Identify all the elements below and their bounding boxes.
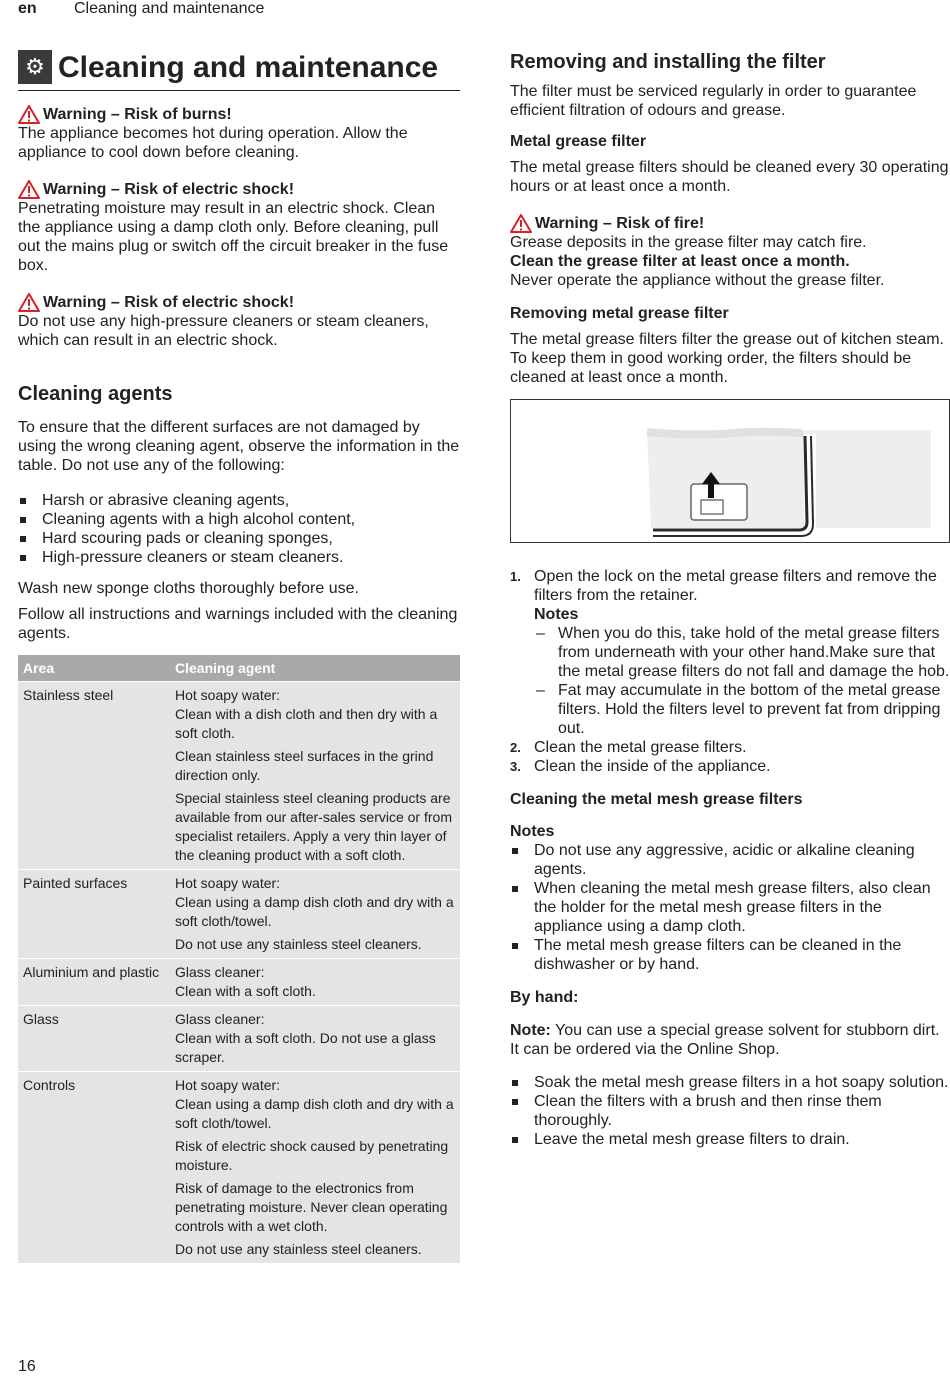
table-row [18,870,460,959]
warning-fire [510,214,950,290]
warning-text-bold: Clean the grease filter at least once a month. [510,253,850,270]
warning-triangle-icon [18,105,40,124]
cleaning-agent-cell [170,1006,460,1072]
list-item: Hard scouring pads or cleaning sponges, [18,529,460,548]
avoid-list [18,491,460,567]
cleaning-instruction: Hot soapy water: Clean using a damp dish cloth and dry with a soft cloth/towel. [175,1077,454,1131]
cleaning-gears-icon: ⚙ [18,50,52,84]
warning-electric-shock-steam [18,293,460,350]
table-row [18,1006,460,1072]
running-section-title: Cleaning and maintenance [74,0,265,17]
warning-title: Warning – Risk of fire! [535,215,705,232]
list-item: Do not use any aggressive, acidic or alkaline cleaning agents. [510,841,950,879]
notes-label: Notes [510,823,555,840]
removal-steps [510,567,950,776]
cleaning-agent-cell [170,1072,460,1264]
warning-text: The appliance becomes hot during operation. Allow the appliance to cool down before cleaning. [18,125,408,161]
warning-title: Warning – Risk of electric shock! [43,181,295,198]
table-header-row [18,655,460,682]
warning-electric-shock [18,180,460,275]
step-item [510,567,950,738]
cleaning-instruction: Glass cleaner: Clean with a soft cloth. [175,964,316,999]
note-text: You can use a special grease solvent for stubborn dirt. It can be ordered via the Online Shop. [510,1022,940,1058]
cleaning-instruction: Do not use any stainless steel cleaners. [175,1241,422,1257]
page-number: 16 [18,1358,36,1375]
step-text: Open the lock on the metal grease filters and remove the filters from the retainer. [534,568,937,604]
cleaning-instruction: Risk of electric shock caused by penetrating moisture. [175,1138,449,1173]
warning-title: Warning – Risk of electric shock! [43,294,295,311]
cleaning-instruction: Glass cleaner: Clean with a soft cloth. Do not use a glass scraper. [175,1011,436,1065]
table-row [18,682,460,870]
warning-text: Grease deposits in the grease filter may catch fire. [510,234,867,251]
warning-text: Never operate the appliance without the grease filter. [510,272,885,289]
step-number: 3. [510,759,521,774]
table-body [18,682,460,1264]
removing-text: The metal grease filters filter the grease out of kitchen steam. To keep them in good working order, the filters should be cleaned at least once a month. [510,331,944,386]
follow-note: Follow all instructions and warnings included with the cleaning agents. [18,606,458,642]
metal-filter-text: The metal grease filters should be cleaned every 30 operating hours or at least once a month. [510,159,949,195]
table-row [18,959,460,1006]
subheading-metal-grease-filter: Metal grease filter [510,133,647,150]
list-item: Cleaning agents with a high alcohol content, [18,510,460,529]
cleaning-instruction: Hot soapy water: Clean with a dish cloth and then dry with a soft cloth. [175,687,438,741]
cleaning-agent-cell [170,959,460,1006]
section-heading-filter: Removing and installing the filter [510,51,826,73]
area-cell: Aluminium and plastic [18,959,170,1006]
warning-title: Warning – Risk of burns! [43,106,232,123]
cleaning-agent-table [18,655,460,1263]
warning-triangle-icon [510,214,532,233]
step-number: 1. [510,569,521,584]
warning-triangle-icon [18,293,40,312]
section-heading-cleaning-agents: Cleaning agents [18,383,173,405]
list-item: Clean the filters with a brush and then rinse them thoroughly. [510,1092,950,1130]
by-hand-steps [510,1073,950,1149]
step-item [510,757,950,776]
right-column [510,50,950,1161]
area-cell: Glass [18,1006,170,1072]
area-cell: Painted surfaces [18,870,170,959]
note-item: – When you do this, take hold of the metal grease filters from underneath with your other hand.Make sure that the metal grease filters do not fall and damage the hob. [534,624,950,681]
warning-burns [18,105,460,162]
by-hand-label: By hand: [510,989,579,1006]
column-header-area: Area [18,655,170,682]
list-item: Soak the metal mesh grease filters in a hot soapy solution. [510,1073,950,1092]
area-cell: Stainless steel [18,682,170,870]
wash-note: Wash new sponge cloths thoroughly before use. [18,580,359,597]
step-text: Clean the metal grease filters. [534,739,747,756]
left-column [18,50,460,1263]
table-row [18,1072,460,1264]
step-item [510,738,950,757]
note-item: – Fat may accumulate in the bottom of the metal grease filters. Hold the filters level to prevent fat from dripping out. [534,681,950,738]
title-block [18,50,460,91]
area-cell: Controls [18,1072,170,1264]
step-text: Clean the inside of the appliance. [534,758,771,775]
notes-label: Notes [534,606,579,623]
list-item: Harsh or abrasive cleaning agents, [18,491,460,510]
warning-text: Do not use any high-pressure cleaners or steam cleaners, which can result in an electric shock. [18,313,429,349]
cleaning-instruction: Special stainless steel cleaning products are available from our after-sales service or from specialist retailers. Apply a very thin layer of the cleaning product with a soft cloth. [175,790,452,863]
cleaning-instruction: Hot soapy water: Clean using a damp dish cloth and dry with a soft cloth/towel. [175,875,454,929]
step-notes [534,624,950,738]
language-code: en [18,0,37,17]
cleaning-instruction: Risk of damage to the electronics from penetrating moisture. Never clean operating controls with a wet cloth. [175,1180,448,1234]
warning-text: Penetrating moisture may result in an electric shock. Clean the appliance using a damp cloth only. Before cleaning, pull out the mains plug or switch off the circuit breaker in the fuse box. [18,200,449,274]
list-item: When cleaning the metal mesh grease filters, also clean the holder for the metal mesh grease filters in the appliance using a damp cloth. [510,879,950,936]
subheading-cleaning-mesh-filters: Cleaning the metal mesh grease filters [510,791,803,808]
filter-intro: The filter must be serviced regularly in order to guarantee efficient filtration of odours and grease. [510,83,917,119]
cleaning-agents-intro: To ensure that the different surfaces are not damaged by using the wrong cleaning agent, observe the information in the table. Do not use any of the following: [18,419,460,474]
cleaning-instruction: Clean stainless steel surfaces in the grind direction only. [175,748,434,783]
cleaning-agent-cell [170,682,460,870]
cleaning-instruction: Do not use any stainless steel cleaners. [175,936,422,952]
filter-unlock-illustration [510,399,950,543]
filter-illustration-svg [511,400,949,542]
note-label: Note: [510,1022,551,1039]
page-title: Cleaning and maintenance [58,50,439,84]
list-item: Leave the metal mesh grease filters to drain. [510,1130,950,1149]
cleaning-agent-cell [170,870,460,959]
warning-triangle-icon [18,180,40,199]
step-number: 2. [510,740,521,755]
list-item: High-pressure cleaners or steam cleaners. [18,548,460,567]
note-paragraph [510,1021,950,1059]
list-item: The metal mesh grease filters can be cleaned in the dishwasher or by hand. [510,936,950,974]
mesh-notes-list [510,841,950,974]
subheading-removing-metal-grease-filter: Removing metal grease filter [510,305,729,322]
column-header-cleaning-agent: Cleaning agent [170,655,460,682]
